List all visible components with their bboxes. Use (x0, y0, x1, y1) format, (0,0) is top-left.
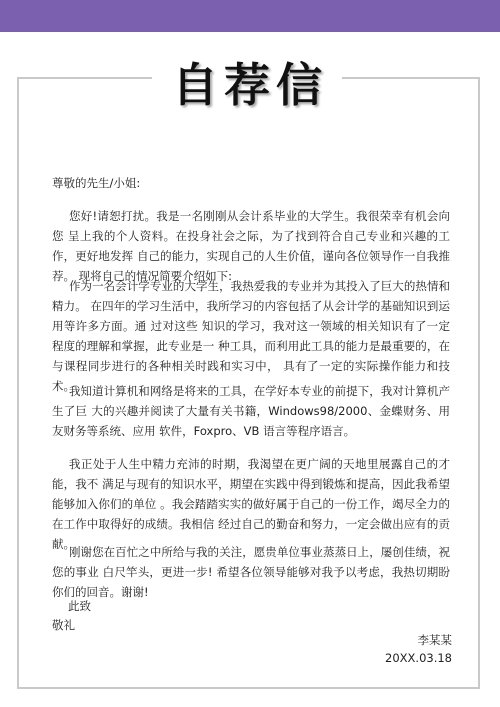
signature-date: 20XX.03.18 (385, 651, 452, 665)
closing-line-2: 敬礼 (52, 618, 75, 632)
page-title: 自荐信 (172, 58, 328, 112)
signature-name: 李某某 (417, 633, 452, 647)
closing-line-1: 此致 (68, 599, 91, 613)
paragraph-intro: 您好!请恕打扰。我是一名刚刚从会计系毕业的大学生。我很荣幸有机会向您 呈上我的个人资料。在投身社会之际，为了找到符合自己专业和兴趣的工作，更好地发挥 自己的能力，实现自己的人生价值，谨向各位领导作一自我推荐。 现将自己的情况简要介绍如下: (52, 209, 450, 283)
greeting: 尊敬的先生/小姐: (52, 176, 141, 190)
paragraph-major: 作为一名会计学专业的大学生，我热爱我的专业并为其投入了巨大的热情和精力。 在四年的学习生活中，我所学习的内容包括了从会计学的基础知识到运用等许多方面。通 过对这些 知识的学习，我对这一领域的相关知识有了一定程度的理解和掌握，此专业是一 种工具，而利用此工具的能力是最重要的，在与课程同步进行的各种相关时践和实习中， 具有了一定的实际操作能力和技术。 (52, 279, 450, 393)
top-accent-bar (0, 0, 500, 32)
paragraph-thanks: 刚谢您在百忙之中所给与我的关注，愿贵单位事业蒸蒸日上，屡创佳绩，祝您的事业 白尺竿头，更进一步! 希望各位领导能够对我予以考虑，我热切期盼你们的回音。谢谢! (52, 545, 450, 599)
paragraph-computer-skills: 我知道计算机和网络是将来的工具，在学好本专业的前提下，我对计算机产生了巨 大的兴趣并阅读了大量有关书籍，Windows98/2000、金蝶财务、用友财务等系统、应用 软件，Foxpro、VB 语言等程序语言。 (52, 384, 450, 438)
paragraph-aspiration: 我正处于人生中精力充沛的时期，我渴望在更广阔的天地里展露自己的才能，我不 满足与现有的知识水平，期望在实践中得到锻炼和提高，因此我希望能够加入你们的单位 。我会踏踏实实的做好属于自己的一份工作，竭尽全力的在工作中取得好的成绩。我相信 经过自己的勤奋和努力，一定会做出应有的贡献。 (52, 457, 450, 551)
